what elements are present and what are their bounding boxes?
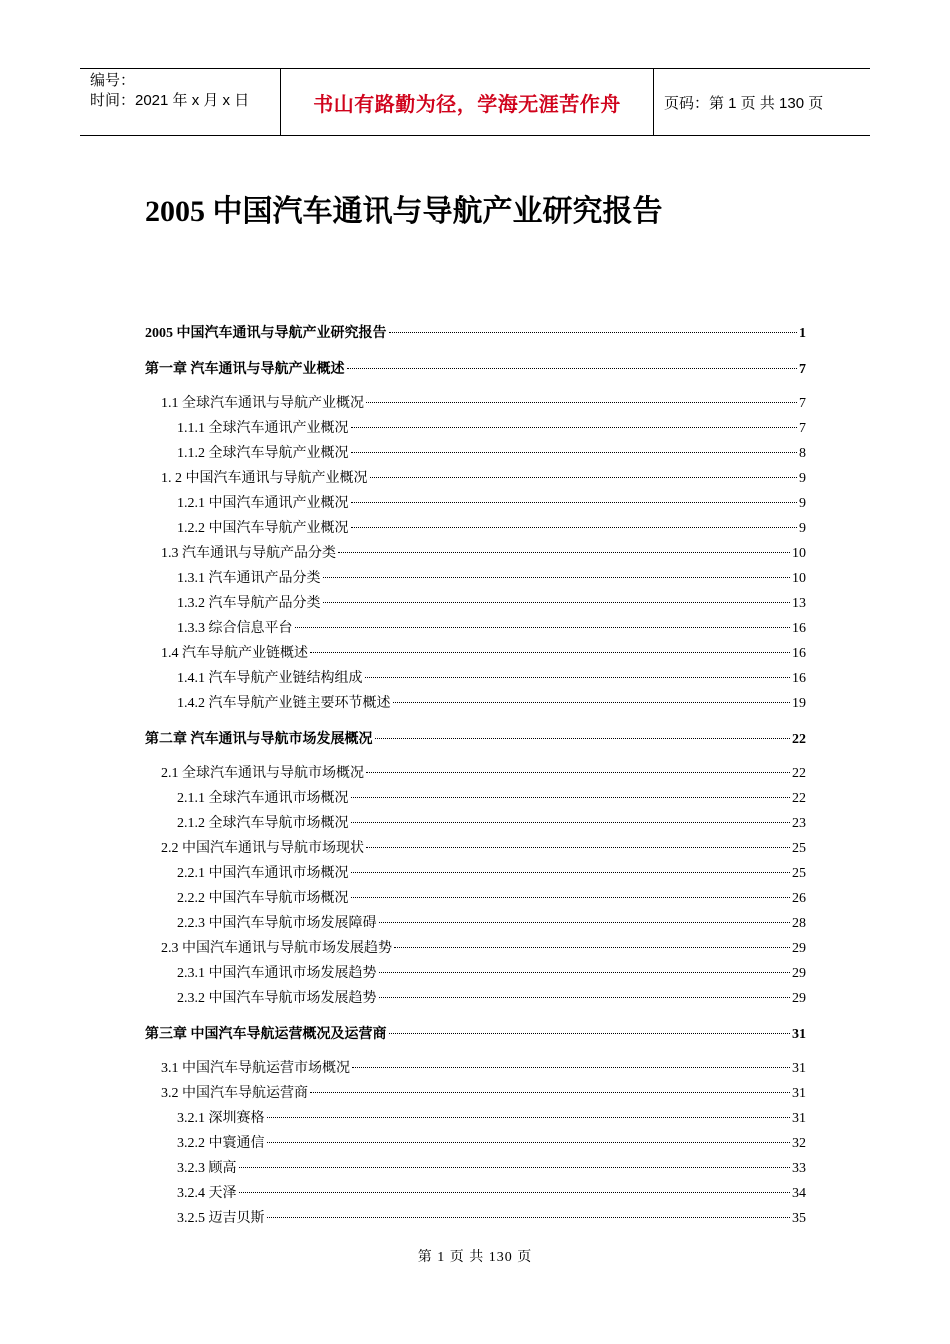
toc-leader-dots	[352, 1067, 790, 1068]
toc-entry[interactable]	[161, 1083, 806, 1105]
toc-entry-title: 3.2.1 深圳赛格	[177, 1111, 265, 1126]
toc-entry-page: 31	[792, 1086, 806, 1101]
toc-entry-page: 26	[792, 891, 806, 906]
toc-leader-dots	[310, 1092, 790, 1093]
toc-entry[interactable]	[177, 593, 806, 615]
toc-leader-dots	[389, 332, 798, 333]
toc-leader-dots	[394, 947, 790, 948]
toc-leader-dots	[267, 1142, 791, 1143]
toc-entry-title: 1.2.2 中国汽车导航产业概况	[177, 521, 349, 536]
toc-entry[interactable]	[161, 763, 806, 785]
toc-leader-dots	[379, 997, 791, 998]
toc-entry-page: 9	[799, 496, 806, 511]
toc-entry-title: 2.3 中国汽车通讯与导航市场发展趋势	[161, 941, 392, 956]
toc-entry-title: 1.4.1 汽车导航产业链结构组成	[177, 671, 363, 686]
toc-entry-title: 3.2.4 天泽	[177, 1186, 237, 1201]
toc-entry[interactable]	[161, 838, 806, 860]
toc-entry-page: 31	[792, 1027, 806, 1042]
toc-entry[interactable]	[177, 788, 806, 810]
toc-entry[interactable]	[161, 393, 806, 415]
toc-entry[interactable]	[177, 568, 806, 590]
toc-entry-page: 31	[792, 1111, 806, 1126]
toc-entry-page: 28	[792, 916, 806, 931]
toc-entry-page: 9	[799, 521, 806, 536]
toc-entry[interactable]	[161, 543, 806, 565]
toc-entry[interactable]	[177, 1133, 806, 1155]
toc-entry-title: 2.2.1 中国汽车通讯市场概况	[177, 866, 349, 881]
toc-leader-dots	[267, 1217, 791, 1218]
toc-entry-title: 3.2 中国汽车导航运营商	[161, 1086, 308, 1101]
toc-entry-page: 31	[792, 1061, 806, 1076]
toc-entry-title: 1.4.2 汽车导航产业链主要环节概述	[177, 696, 391, 711]
toc-entry-page: 16	[792, 646, 806, 661]
header-page-info-cell	[654, 69, 870, 135]
toc-entry-page: 34	[792, 1186, 806, 1201]
toc-entry[interactable]	[177, 1183, 806, 1205]
toc-leader-dots	[351, 452, 798, 453]
toc-entry-title: 1.3.2 汽车导航产品分类	[177, 596, 321, 611]
toc-leader-dots	[379, 972, 791, 973]
toc-entry[interactable]	[161, 468, 806, 490]
toc-leader-dots	[310, 652, 790, 653]
toc-leader-dots	[389, 1033, 791, 1034]
toc-entry-title: 2005 中国汽车通讯与导航产业研究报告	[145, 326, 387, 341]
toc-entry[interactable]	[177, 668, 806, 690]
toc-leader-dots	[393, 702, 791, 703]
toc-entry-page: 16	[792, 621, 806, 636]
toc-leader-dots	[351, 427, 798, 428]
toc-entry-page: 35	[792, 1211, 806, 1226]
toc-entry-title: 1.1.1 全球汽车通讯产业概况	[177, 421, 349, 436]
toc-leader-dots	[347, 368, 798, 369]
toc-entry-page: 29	[792, 941, 806, 956]
toc-leader-dots	[338, 552, 790, 553]
toc-entry-title: 1.1 全球汽车通讯与导航产业概况	[161, 396, 364, 411]
toc-entry-title: 第三章 中国汽车导航运营概况及运营商	[145, 1027, 387, 1042]
toc-leader-dots	[351, 502, 798, 503]
toc-entry-page: 1	[799, 326, 806, 341]
toc-entry-page: 19	[792, 696, 806, 711]
toc-entry-title: 1.3 汽车通讯与导航产品分类	[161, 546, 336, 561]
toc-entry-title: 2.1.1 全球汽车通讯市场概况	[177, 791, 349, 806]
toc-leader-dots	[365, 677, 791, 678]
toc-entry-page: 13	[792, 596, 806, 611]
toc-leader-dots	[295, 627, 791, 628]
toc-entry-title: 第二章 汽车通讯与导航市场发展概况	[145, 732, 373, 747]
toc-entry[interactable]	[177, 963, 806, 985]
header-meta	[80, 69, 281, 135]
page-footer: 第 1 页 共 130 页	[417, 1250, 533, 1265]
page-header	[80, 68, 870, 136]
toc-entry[interactable]	[177, 518, 806, 540]
toc-entry-title: 1.1.2 全球汽车导航产业概况	[177, 446, 349, 461]
toc-entry-title: 3.1 中国汽车导航运营市场概况	[161, 1061, 350, 1076]
toc-entry[interactable]	[161, 938, 806, 960]
toc-entry[interactable]	[177, 418, 806, 440]
toc-entry-page: 8	[799, 446, 806, 461]
toc-entry-title: 1. 2 中国汽车通讯与导航产业概况	[161, 471, 368, 486]
toc-leader-dots	[370, 477, 798, 478]
toc-entry-page: 32	[792, 1136, 806, 1151]
toc-leader-dots	[239, 1167, 791, 1168]
toc-entry[interactable]	[177, 1158, 806, 1180]
toc-entry-page: 9	[799, 471, 806, 486]
toc-entry-title: 2.2 中国汽车通讯与导航市场现状	[161, 841, 364, 856]
toc-entry-title: 1.3.3 综合信息平台	[177, 621, 293, 636]
toc-entry[interactable]	[177, 888, 806, 910]
toc-chapter-entry[interactable]	[145, 323, 806, 345]
toc-entry-title: 2.1 全球汽车通讯与导航市场概况	[161, 766, 364, 781]
toc-entry[interactable]	[177, 693, 806, 715]
toc-leader-dots	[351, 527, 798, 528]
toc-leader-dots	[375, 738, 791, 739]
toc-entry[interactable]	[177, 913, 806, 935]
toc-entry-title: 第一章 汽车通讯与导航产业概述	[145, 362, 345, 377]
page-info: 页码：第 1 页 共 130 页	[664, 94, 824, 112]
toc-entry-title: 3.2.5 迈吉贝斯	[177, 1211, 265, 1226]
toc-entry-title: 2.3.2 中国汽车导航市场发展趋势	[177, 991, 377, 1006]
toc-entry[interactable]	[177, 863, 806, 885]
toc-entry[interactable]	[177, 493, 806, 515]
toc-leader-dots	[351, 897, 791, 898]
toc-leader-dots	[267, 1117, 791, 1118]
toc-leader-dots	[379, 922, 791, 923]
toc-entry[interactable]	[177, 1108, 806, 1130]
toc-entry-page: 10	[792, 546, 806, 561]
toc-entry-page: 16	[792, 671, 806, 686]
toc-entry[interactable]	[177, 988, 806, 1010]
toc-entry-title: 1.4 汽车导航产业链概述	[161, 646, 308, 661]
toc-leader-dots	[323, 577, 791, 578]
toc-entry[interactable]	[177, 443, 806, 465]
toc-entry-title: 3.2.3 顾高	[177, 1161, 237, 1176]
toc-entry-page: 22	[792, 791, 806, 806]
toc-entry-page: 33	[792, 1161, 806, 1176]
toc-entry-title: 2.3.1 中国汽车通讯市场发展趋势	[177, 966, 377, 981]
header-motto-cell	[281, 69, 654, 135]
toc-entry-page: 22	[792, 732, 806, 747]
toc-entry-title: 1.2.1 中国汽车通讯产业概况	[177, 496, 349, 511]
toc-entry-page: 7	[799, 362, 806, 377]
toc-leader-dots	[366, 402, 797, 403]
toc-leader-dots	[366, 847, 790, 848]
toc-entry-page: 25	[792, 866, 806, 881]
toc-entry[interactable]	[177, 1208, 806, 1230]
document-title: 2005 中国汽车通讯与导航产业研究报告	[145, 195, 663, 228]
toc-entry-page: 7	[799, 421, 806, 436]
toc-chapter-entry[interactable]	[145, 1024, 806, 1046]
toc-entry-title: 2.1.2 全球汽车导航市场概况	[177, 816, 349, 831]
toc-leader-dots	[239, 1192, 791, 1193]
toc-entry-title: 1.3.1 汽车通讯产品分类	[177, 571, 321, 586]
toc-chapter-entry[interactable]	[145, 359, 806, 381]
toc-leader-dots	[351, 797, 791, 798]
toc-entry-title: 2.2.3 中国汽车导航市场发展障碍	[177, 916, 377, 931]
toc-leader-dots	[351, 872, 791, 873]
number-label: 编号：	[90, 72, 136, 89]
toc-entry[interactable]	[177, 813, 806, 835]
time-label: 时间：2021 年 x 月 x 日	[90, 92, 250, 109]
toc-leader-dots	[351, 822, 791, 823]
toc-chapter-entry[interactable]	[145, 729, 806, 751]
toc-entry-page: 29	[792, 966, 806, 981]
toc-leader-dots	[323, 602, 791, 603]
toc-entry-page: 10	[792, 571, 806, 586]
toc-entry-page: 23	[792, 816, 806, 831]
motto: 书山有路勤为径，学海无涯苦作舟	[313, 91, 621, 116]
toc-entry[interactable]	[177, 618, 806, 640]
toc-entry-title: 3.2.2 中寰通信	[177, 1136, 265, 1151]
toc-entry-page: 7	[799, 396, 806, 411]
toc-entry[interactable]	[161, 1058, 806, 1080]
toc-entry[interactable]	[161, 643, 806, 665]
toc-entry-page: 25	[792, 841, 806, 856]
toc-entry-page: 29	[792, 991, 806, 1006]
toc-entry-page: 22	[792, 766, 806, 781]
toc-entry-title: 2.2.2 中国汽车导航市场概况	[177, 891, 349, 906]
toc-leader-dots	[366, 772, 790, 773]
